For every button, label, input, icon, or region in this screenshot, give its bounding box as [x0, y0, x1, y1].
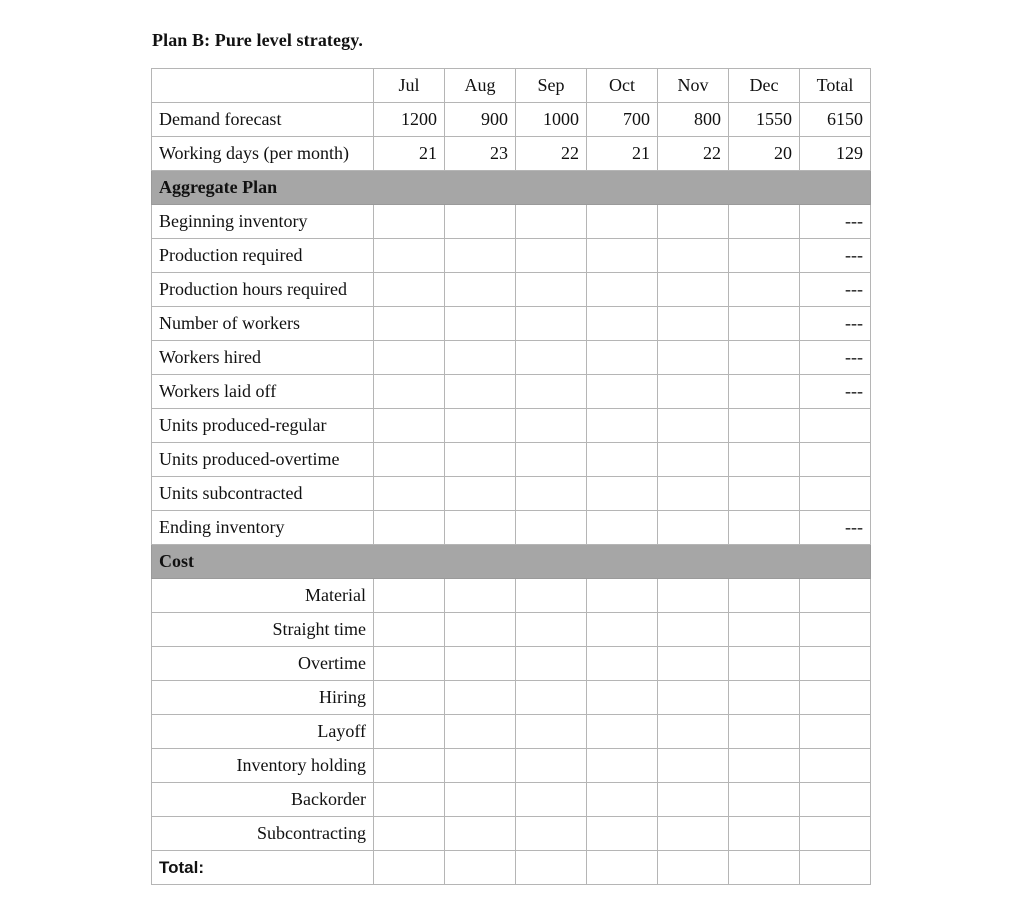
input-cell[interactable]	[445, 477, 516, 511]
working-days-value: 22	[658, 137, 729, 171]
input-cell[interactable]	[800, 681, 871, 715]
input-cell[interactable]	[587, 307, 658, 341]
input-cell[interactable]	[374, 783, 445, 817]
input-cell[interactable]	[587, 681, 658, 715]
input-cell[interactable]	[374, 613, 445, 647]
table-row	[152, 511, 871, 545]
input-cell[interactable]	[587, 409, 658, 443]
input-cell[interactable]	[516, 749, 587, 783]
input-cell[interactable]	[587, 613, 658, 647]
input-cell[interactable]	[516, 817, 587, 851]
table-row	[152, 341, 871, 375]
table-row	[152, 817, 871, 851]
cost-label: Material	[152, 579, 374, 613]
input-cell[interactable]	[587, 239, 658, 273]
input-cell[interactable]	[658, 647, 729, 681]
header-row	[152, 69, 871, 103]
header-month: Dec	[729, 69, 800, 103]
header-month: Sep	[516, 69, 587, 103]
cost-section-row	[152, 545, 871, 579]
row-label: Units produced-regular	[152, 409, 374, 443]
header-month: Nov	[658, 69, 729, 103]
input-cell[interactable]	[587, 647, 658, 681]
input-cell[interactable]	[516, 341, 587, 375]
input-cell[interactable]	[800, 783, 871, 817]
input-cell[interactable]	[445, 341, 516, 375]
input-cell[interactable]	[445, 443, 516, 477]
table-row	[152, 205, 871, 239]
input-cell[interactable]	[516, 409, 587, 443]
row-label: Workers hired	[152, 341, 374, 375]
input-cell[interactable]	[800, 613, 871, 647]
input-cell[interactable]	[516, 307, 587, 341]
input-cell[interactable]	[516, 647, 587, 681]
header-month: Jul	[374, 69, 445, 103]
input-cell[interactable]	[516, 783, 587, 817]
table-row	[152, 443, 871, 477]
input-cell[interactable]	[587, 205, 658, 239]
aggregate-plan-table	[151, 68, 871, 885]
input-cell[interactable]	[729, 409, 800, 443]
total-label: Total:	[152, 851, 374, 885]
input-cell[interactable]	[445, 647, 516, 681]
input-cell[interactable]	[516, 579, 587, 613]
total-cell[interactable]	[587, 851, 658, 885]
input-cell[interactable]	[445, 409, 516, 443]
input-cell[interactable]	[445, 681, 516, 715]
input-cell[interactable]	[374, 715, 445, 749]
table-row	[152, 375, 871, 409]
input-cell[interactable]	[729, 307, 800, 341]
input-cell[interactable]	[658, 307, 729, 341]
input-cell[interactable]	[729, 613, 800, 647]
demand-total: 6150	[800, 103, 871, 137]
total-cell[interactable]	[658, 851, 729, 885]
row-label: Working days (per month)	[152, 137, 374, 171]
input-cell[interactable]	[445, 273, 516, 307]
aggregate-plan-rows	[152, 205, 871, 545]
header-month: Aug	[445, 69, 516, 103]
input-cell[interactable]	[658, 817, 729, 851]
cost-label: Inventory holding	[152, 749, 374, 783]
input-cell[interactable]	[658, 409, 729, 443]
input-cell[interactable]	[374, 307, 445, 341]
row-label: Number of workers	[152, 307, 374, 341]
input-cell[interactable]	[729, 783, 800, 817]
input-cell[interactable]	[658, 477, 729, 511]
row-label: Production required	[152, 239, 374, 273]
row-label: Beginning inventory	[152, 205, 374, 239]
total-cell[interactable]	[800, 409, 871, 443]
input-cell[interactable]	[729, 511, 800, 545]
input-cell[interactable]	[658, 579, 729, 613]
input-cell[interactable]	[729, 341, 800, 375]
input-cell[interactable]	[516, 613, 587, 647]
input-cell[interactable]	[587, 375, 658, 409]
total-cell: ---	[800, 307, 871, 341]
input-cell[interactable]	[374, 375, 445, 409]
input-cell[interactable]	[374, 511, 445, 545]
input-cell[interactable]	[374, 647, 445, 681]
page-title: Plan B: Pure level strategy.	[152, 30, 363, 50]
row-label: Ending inventory	[152, 511, 374, 545]
input-cell[interactable]	[587, 273, 658, 307]
total-cell[interactable]	[800, 477, 871, 511]
input-cell[interactable]	[800, 647, 871, 681]
input-cell[interactable]	[658, 613, 729, 647]
input-cell[interactable]	[658, 749, 729, 783]
total-cell[interactable]	[800, 851, 871, 885]
working-days-total: 129	[800, 137, 871, 171]
input-cell[interactable]	[516, 681, 587, 715]
table-row	[152, 239, 871, 273]
input-cell[interactable]	[516, 511, 587, 545]
input-cell[interactable]	[445, 715, 516, 749]
input-cell[interactable]	[587, 749, 658, 783]
input-cell[interactable]	[374, 681, 445, 715]
demand-forecast-row	[152, 103, 871, 137]
input-cell[interactable]	[445, 817, 516, 851]
input-cell[interactable]	[374, 273, 445, 307]
demand-value: 900	[445, 103, 516, 137]
input-cell[interactable]	[729, 681, 800, 715]
input-cell[interactable]	[516, 477, 587, 511]
total-cell: ---	[800, 511, 871, 545]
input-cell[interactable]	[658, 205, 729, 239]
total-cell: ---	[800, 205, 871, 239]
input-cell[interactable]	[658, 273, 729, 307]
input-cell[interactable]	[800, 817, 871, 851]
table-row	[152, 579, 871, 613]
input-cell[interactable]	[729, 817, 800, 851]
total-cell[interactable]	[374, 851, 445, 885]
row-label: Production hours required	[152, 273, 374, 307]
input-cell[interactable]	[516, 443, 587, 477]
input-cell[interactable]	[516, 715, 587, 749]
input-cell[interactable]	[658, 341, 729, 375]
input-cell[interactable]	[587, 579, 658, 613]
input-cell[interactable]	[374, 409, 445, 443]
cost-label: Overtime	[152, 647, 374, 681]
input-cell[interactable]	[729, 749, 800, 783]
input-cell[interactable]	[587, 511, 658, 545]
input-cell[interactable]	[445, 205, 516, 239]
input-cell[interactable]	[587, 783, 658, 817]
table-row	[152, 273, 871, 307]
input-cell[interactable]	[374, 205, 445, 239]
total-cell: ---	[800, 341, 871, 375]
working-days-row	[152, 137, 871, 171]
header-month: Oct	[587, 69, 658, 103]
working-days-value: 20	[729, 137, 800, 171]
section-heading: Cost	[152, 545, 871, 579]
working-days-value: 23	[445, 137, 516, 171]
cost-label: Backorder	[152, 783, 374, 817]
total-row	[152, 851, 871, 885]
input-cell[interactable]	[374, 817, 445, 851]
cost-label: Hiring	[152, 681, 374, 715]
table-row	[152, 477, 871, 511]
working-days-value: 21	[587, 137, 658, 171]
input-cell[interactable]	[729, 477, 800, 511]
table-row	[152, 783, 871, 817]
input-cell[interactable]	[658, 783, 729, 817]
total-cell: ---	[800, 239, 871, 273]
table-row	[152, 307, 871, 341]
header-total: Total	[800, 69, 871, 103]
input-cell[interactable]	[587, 477, 658, 511]
input-cell[interactable]	[445, 307, 516, 341]
aggregate-plan-section-row	[152, 171, 871, 205]
input-cell[interactable]	[374, 341, 445, 375]
input-cell[interactable]	[587, 443, 658, 477]
input-cell[interactable]	[800, 579, 871, 613]
total-cell: ---	[800, 273, 871, 307]
total-cell[interactable]	[800, 443, 871, 477]
demand-value: 1000	[516, 103, 587, 137]
input-cell[interactable]	[729, 239, 800, 273]
input-cell[interactable]	[445, 613, 516, 647]
working-days-value: 22	[516, 137, 587, 171]
input-cell[interactable]	[374, 477, 445, 511]
input-cell[interactable]	[516, 239, 587, 273]
row-label: Workers laid off	[152, 375, 374, 409]
input-cell[interactable]	[587, 817, 658, 851]
header-blank-cell	[152, 69, 374, 103]
input-cell[interactable]	[587, 715, 658, 749]
total-cell[interactable]	[729, 851, 800, 885]
table-row	[152, 409, 871, 443]
input-cell[interactable]	[800, 749, 871, 783]
input-cell[interactable]	[658, 681, 729, 715]
input-cell[interactable]	[374, 239, 445, 273]
input-cell[interactable]	[445, 239, 516, 273]
demand-value: 1550	[729, 103, 800, 137]
table-row	[152, 681, 871, 715]
input-cell[interactable]	[658, 715, 729, 749]
input-cell[interactable]	[516, 205, 587, 239]
input-cell[interactable]	[658, 443, 729, 477]
cost-label: Subcontracting	[152, 817, 374, 851]
table-row	[152, 749, 871, 783]
input-cell[interactable]	[729, 273, 800, 307]
table-row	[152, 613, 871, 647]
cost-label: Straight time	[152, 613, 374, 647]
input-cell[interactable]	[445, 783, 516, 817]
demand-value: 800	[658, 103, 729, 137]
input-cell[interactable]	[445, 579, 516, 613]
input-cell[interactable]	[658, 511, 729, 545]
input-cell[interactable]	[587, 341, 658, 375]
input-cell[interactable]	[729, 647, 800, 681]
table-row	[152, 647, 871, 681]
input-cell[interactable]	[658, 375, 729, 409]
row-label: Units produced-overtime	[152, 443, 374, 477]
input-cell[interactable]	[374, 443, 445, 477]
input-cell[interactable]	[658, 239, 729, 273]
input-cell[interactable]	[729, 715, 800, 749]
input-cell[interactable]	[729, 579, 800, 613]
row-label: Units subcontracted	[152, 477, 374, 511]
input-cell[interactable]	[516, 273, 587, 307]
demand-value: 700	[587, 103, 658, 137]
total-cell: ---	[800, 375, 871, 409]
demand-value: 1200	[374, 103, 445, 137]
cost-rows	[152, 579, 871, 851]
input-cell[interactable]	[729, 205, 800, 239]
table-row	[152, 715, 871, 749]
input-cell[interactable]	[729, 375, 800, 409]
input-cell[interactable]	[516, 375, 587, 409]
total-cell[interactable]	[516, 851, 587, 885]
input-cell[interactable]	[800, 715, 871, 749]
row-label: Demand forecast	[152, 103, 374, 137]
working-days-value: 21	[374, 137, 445, 171]
input-cell[interactable]	[445, 511, 516, 545]
total-cell[interactable]	[445, 851, 516, 885]
input-cell[interactable]	[374, 579, 445, 613]
input-cell[interactable]	[445, 375, 516, 409]
section-heading: Aggregate Plan	[152, 171, 871, 205]
cost-label: Layoff	[152, 715, 374, 749]
input-cell[interactable]	[729, 443, 800, 477]
input-cell[interactable]	[445, 749, 516, 783]
input-cell[interactable]	[374, 749, 445, 783]
